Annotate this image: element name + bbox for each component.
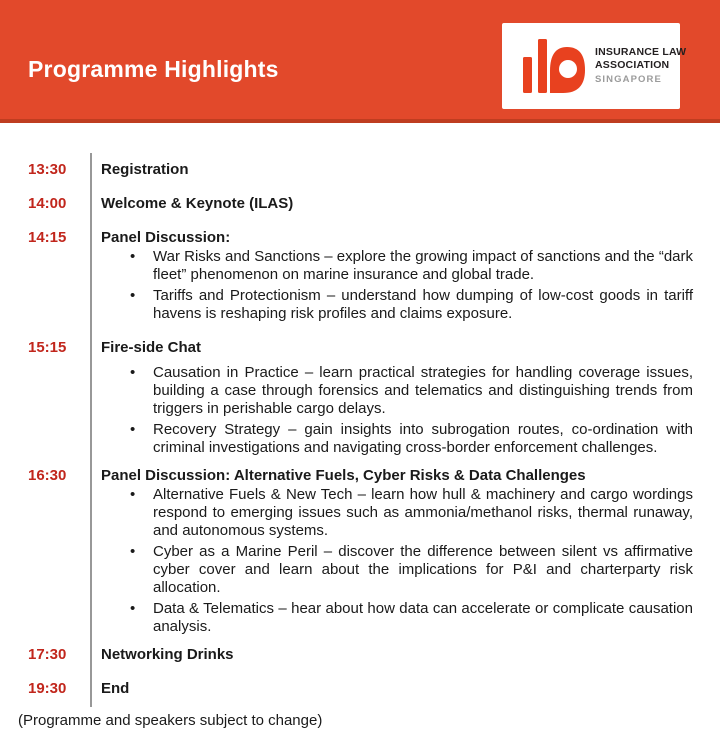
logo-line-insurance-law: INSURANCE LAW xyxy=(595,46,687,58)
bullet-icon: • xyxy=(130,600,136,617)
bullet-text: Causation in Practice – learn practical strategies for handling coverage issues, building a case through forensics and telematics and distinguishing trends from triggers in perishable cargo delays. xyxy=(153,364,693,417)
session-bullet-list xyxy=(101,364,693,457)
logo-line-singapore: SINGAPORE xyxy=(595,74,662,85)
page-title: Programme Highlights xyxy=(28,56,279,82)
session-title: Panel Discussion: Alternative Fuels, Cyber Risks & Data Challenges xyxy=(101,467,586,484)
session-title: End xyxy=(101,680,130,697)
time-label: 15:15 xyxy=(28,339,67,356)
logo-line-association: ASSOCIATION xyxy=(595,59,670,71)
session-content xyxy=(90,678,720,707)
schedule-row xyxy=(0,227,720,337)
time-label: 14:15 xyxy=(28,229,67,246)
session-bullet xyxy=(101,543,693,597)
bullet-icon: • xyxy=(130,486,136,503)
time-label: 19:30 xyxy=(28,680,67,697)
bullet-text: Alternative Fuels & New Tech – learn how hull & machinery and cargo wordings respond to emerging issues such as ammonia/methanol risks, thermal runaway, and autonomous systems. xyxy=(153,486,693,539)
session-bullet xyxy=(101,600,693,636)
session-title: Fire-side Chat xyxy=(101,339,202,356)
session-content xyxy=(90,644,720,678)
session-bullet xyxy=(101,486,693,540)
session-bullet-list xyxy=(101,486,693,636)
session-content xyxy=(90,465,720,644)
bullet-text: Recovery Strategy – gain insights into subrogation routes, co-ordination with criminal investigations and navigating cross-border enforcement challenges. xyxy=(153,421,693,456)
bullet-text: Data & Telematics – hear about how data can accelerate or complicate causation analysis. xyxy=(153,600,693,635)
bullet-icon: • xyxy=(130,421,136,438)
session-bullet xyxy=(101,287,693,323)
logo-text xyxy=(595,46,686,86)
schedule-row xyxy=(0,337,720,465)
bullet-icon: • xyxy=(130,364,136,381)
session-title: Welcome & Keynote (ILAS) xyxy=(101,195,294,212)
session-bullet xyxy=(101,421,693,457)
schedule-row xyxy=(0,193,720,227)
session-bullet xyxy=(101,248,693,284)
bullet-text: War Risks and Sanctions – explore the growing impact of sanctions and the “dark fleet” phenomenon on marine insurance and global trade. xyxy=(153,248,693,283)
time-label: 16:30 xyxy=(28,467,67,484)
time-label: 14:00 xyxy=(28,195,67,212)
bullet-text: Cyber as a Marine Peril – discover the difference between silent vs affirmative cyber cover and learn about the implications for P&I and charterparty risk allocation. xyxy=(153,543,693,596)
session-bullet-list xyxy=(101,248,693,323)
schedule-row xyxy=(0,153,720,193)
schedule-list xyxy=(0,123,720,707)
ila-logo xyxy=(502,23,687,109)
bullet-icon: • xyxy=(130,248,136,265)
session-content xyxy=(90,227,720,337)
session-content xyxy=(90,193,720,227)
schedule-row xyxy=(0,465,720,644)
footer-note: (Programme and speakers subject to change) xyxy=(18,712,323,729)
time-label: 13:30 xyxy=(28,161,67,178)
time-label: 17:30 xyxy=(28,646,67,663)
session-content xyxy=(90,337,720,465)
bullet-icon: • xyxy=(130,543,136,560)
session-bullet xyxy=(101,364,693,418)
bullet-icon: • xyxy=(130,287,136,304)
session-content xyxy=(90,153,720,193)
bullet-text: Tariffs and Protectionism – understand how dumping of low-cost goods in tariff havens is reshaping risk profiles and claims exposure. xyxy=(153,287,693,322)
ila-wordmark-icon xyxy=(522,37,586,95)
session-title: Panel Discussion: xyxy=(101,229,231,246)
schedule-row xyxy=(0,678,720,707)
session-title: Registration xyxy=(101,161,189,178)
header-banner xyxy=(0,0,720,123)
session-title: Networking Drinks xyxy=(101,646,234,663)
schedule-row xyxy=(0,644,720,678)
